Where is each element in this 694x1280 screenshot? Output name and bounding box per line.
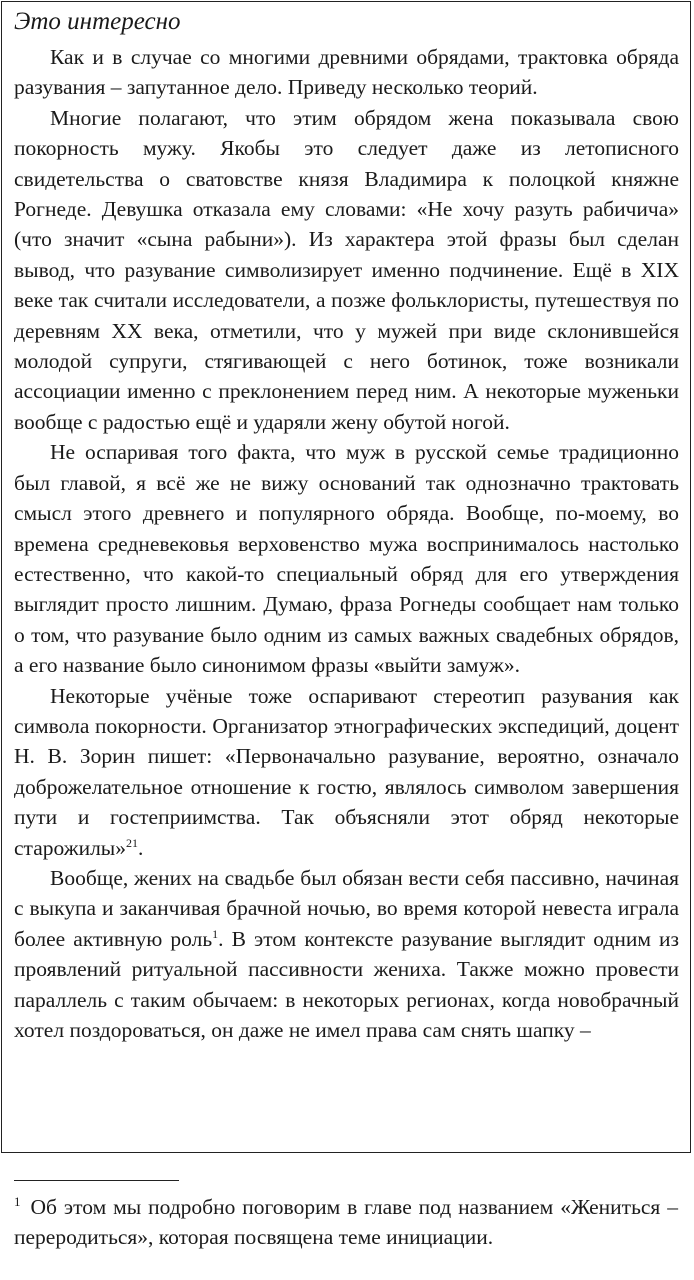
paragraph-4 bbox=[14, 681, 679, 863]
paragraph-4-after: . bbox=[138, 835, 144, 860]
paragraph-5 bbox=[14, 863, 679, 1045]
footnote bbox=[14, 1192, 678, 1252]
paragraph-3-text: Не оспаривая того факта, что муж в русской семье традиционно был главой, я всё же не вижу оснований так однозначно трактовать смысл этого древнего и популярного обряда. Вообще, по-моему, во времена средневековья верховенство мужа воспринималось настолько естественно, что какой-то специальный обряд для его утверждения выглядит просто лишним. Думаю, фраза Рогнеды сообщает нам только о том, что разувание было одним из самых важных свадебных обрядов, а его название было синонимом фразы «выйти замуж». bbox=[14, 440, 679, 678]
footnote-ref-21: 21 bbox=[126, 835, 138, 850]
paragraph-1-text: Как и в случае со многими древними обрядами, трактовка обряда разувания – запутанное дело. Приведу несколько теорий. bbox=[14, 45, 679, 100]
paragraph-5-after: . В этом контексте разувание выглядит одним из проявлений ритуальной пассивности жениха. Также можно провести параллель с таким обычаем: в некоторых регионах, когда новобрачный хотел поздороваться, он даже не имел права сам снять шапку – bbox=[14, 926, 679, 1042]
paragraph-5-text: Вообще, жених на свадьбе был обязан вести себя пассивно, начиная с выкупа и заканчивая брачной ночью, во время которой невеста играла более активную роль bbox=[14, 865, 679, 951]
paragraph-4-text: Некоторые учёные тоже оспаривают стереотип разувания как символа покорности. Организатор этнографических экспедиций, доцент Н. В. Зорин пишет: «Первоначально разувание, вероятно, означало доброжелательное отношение к гостю, являлось символом завершения пути и гостеприимства. Так объясняли этот обряд некоторые старожилы» bbox=[14, 683, 679, 860]
paragraph-1 bbox=[14, 42, 679, 103]
footnote-mark: 1 bbox=[14, 1193, 21, 1209]
paragraph-2-text: Многие полагают, что этим обрядом жена показывала свою покорность мужу. Якобы это следует даже из летописного свидетельства о сватовстве князя Владимира к полоцкой княжне Рогнеде. Девушка отказала ему словами: «Не хочу разуть рабичича» (что значит «сына рабыни»). Из характера этой фразы был сделан вывод, что разувание символизирует именно подчинение. Ещё в XIX веке так считали исследователи, а позже фольклористы, путешествуя по деревням XX века, отметили, что у мужей при виде склонившейся молодой супруги, стягивающей с него ботинок, тоже возникали ассоциации именно с преклонением перед ним. А некоторые муженьки вообще с радостью ещё и ударяли жену обутой ногой. bbox=[14, 105, 679, 434]
footnote-separator bbox=[14, 1180, 179, 1181]
footnote-ref-1: 1 bbox=[212, 926, 219, 941]
box-title: Это интересно bbox=[14, 8, 181, 35]
footnote-text: Об этом мы подробно поговорим в главе под названием «Жениться – переродиться», которая посвящена теме инициации. bbox=[14, 1195, 678, 1249]
paragraph-3 bbox=[14, 437, 679, 680]
paragraph-2 bbox=[14, 103, 679, 437]
sidebar-box-interesting bbox=[1, 1, 691, 1153]
